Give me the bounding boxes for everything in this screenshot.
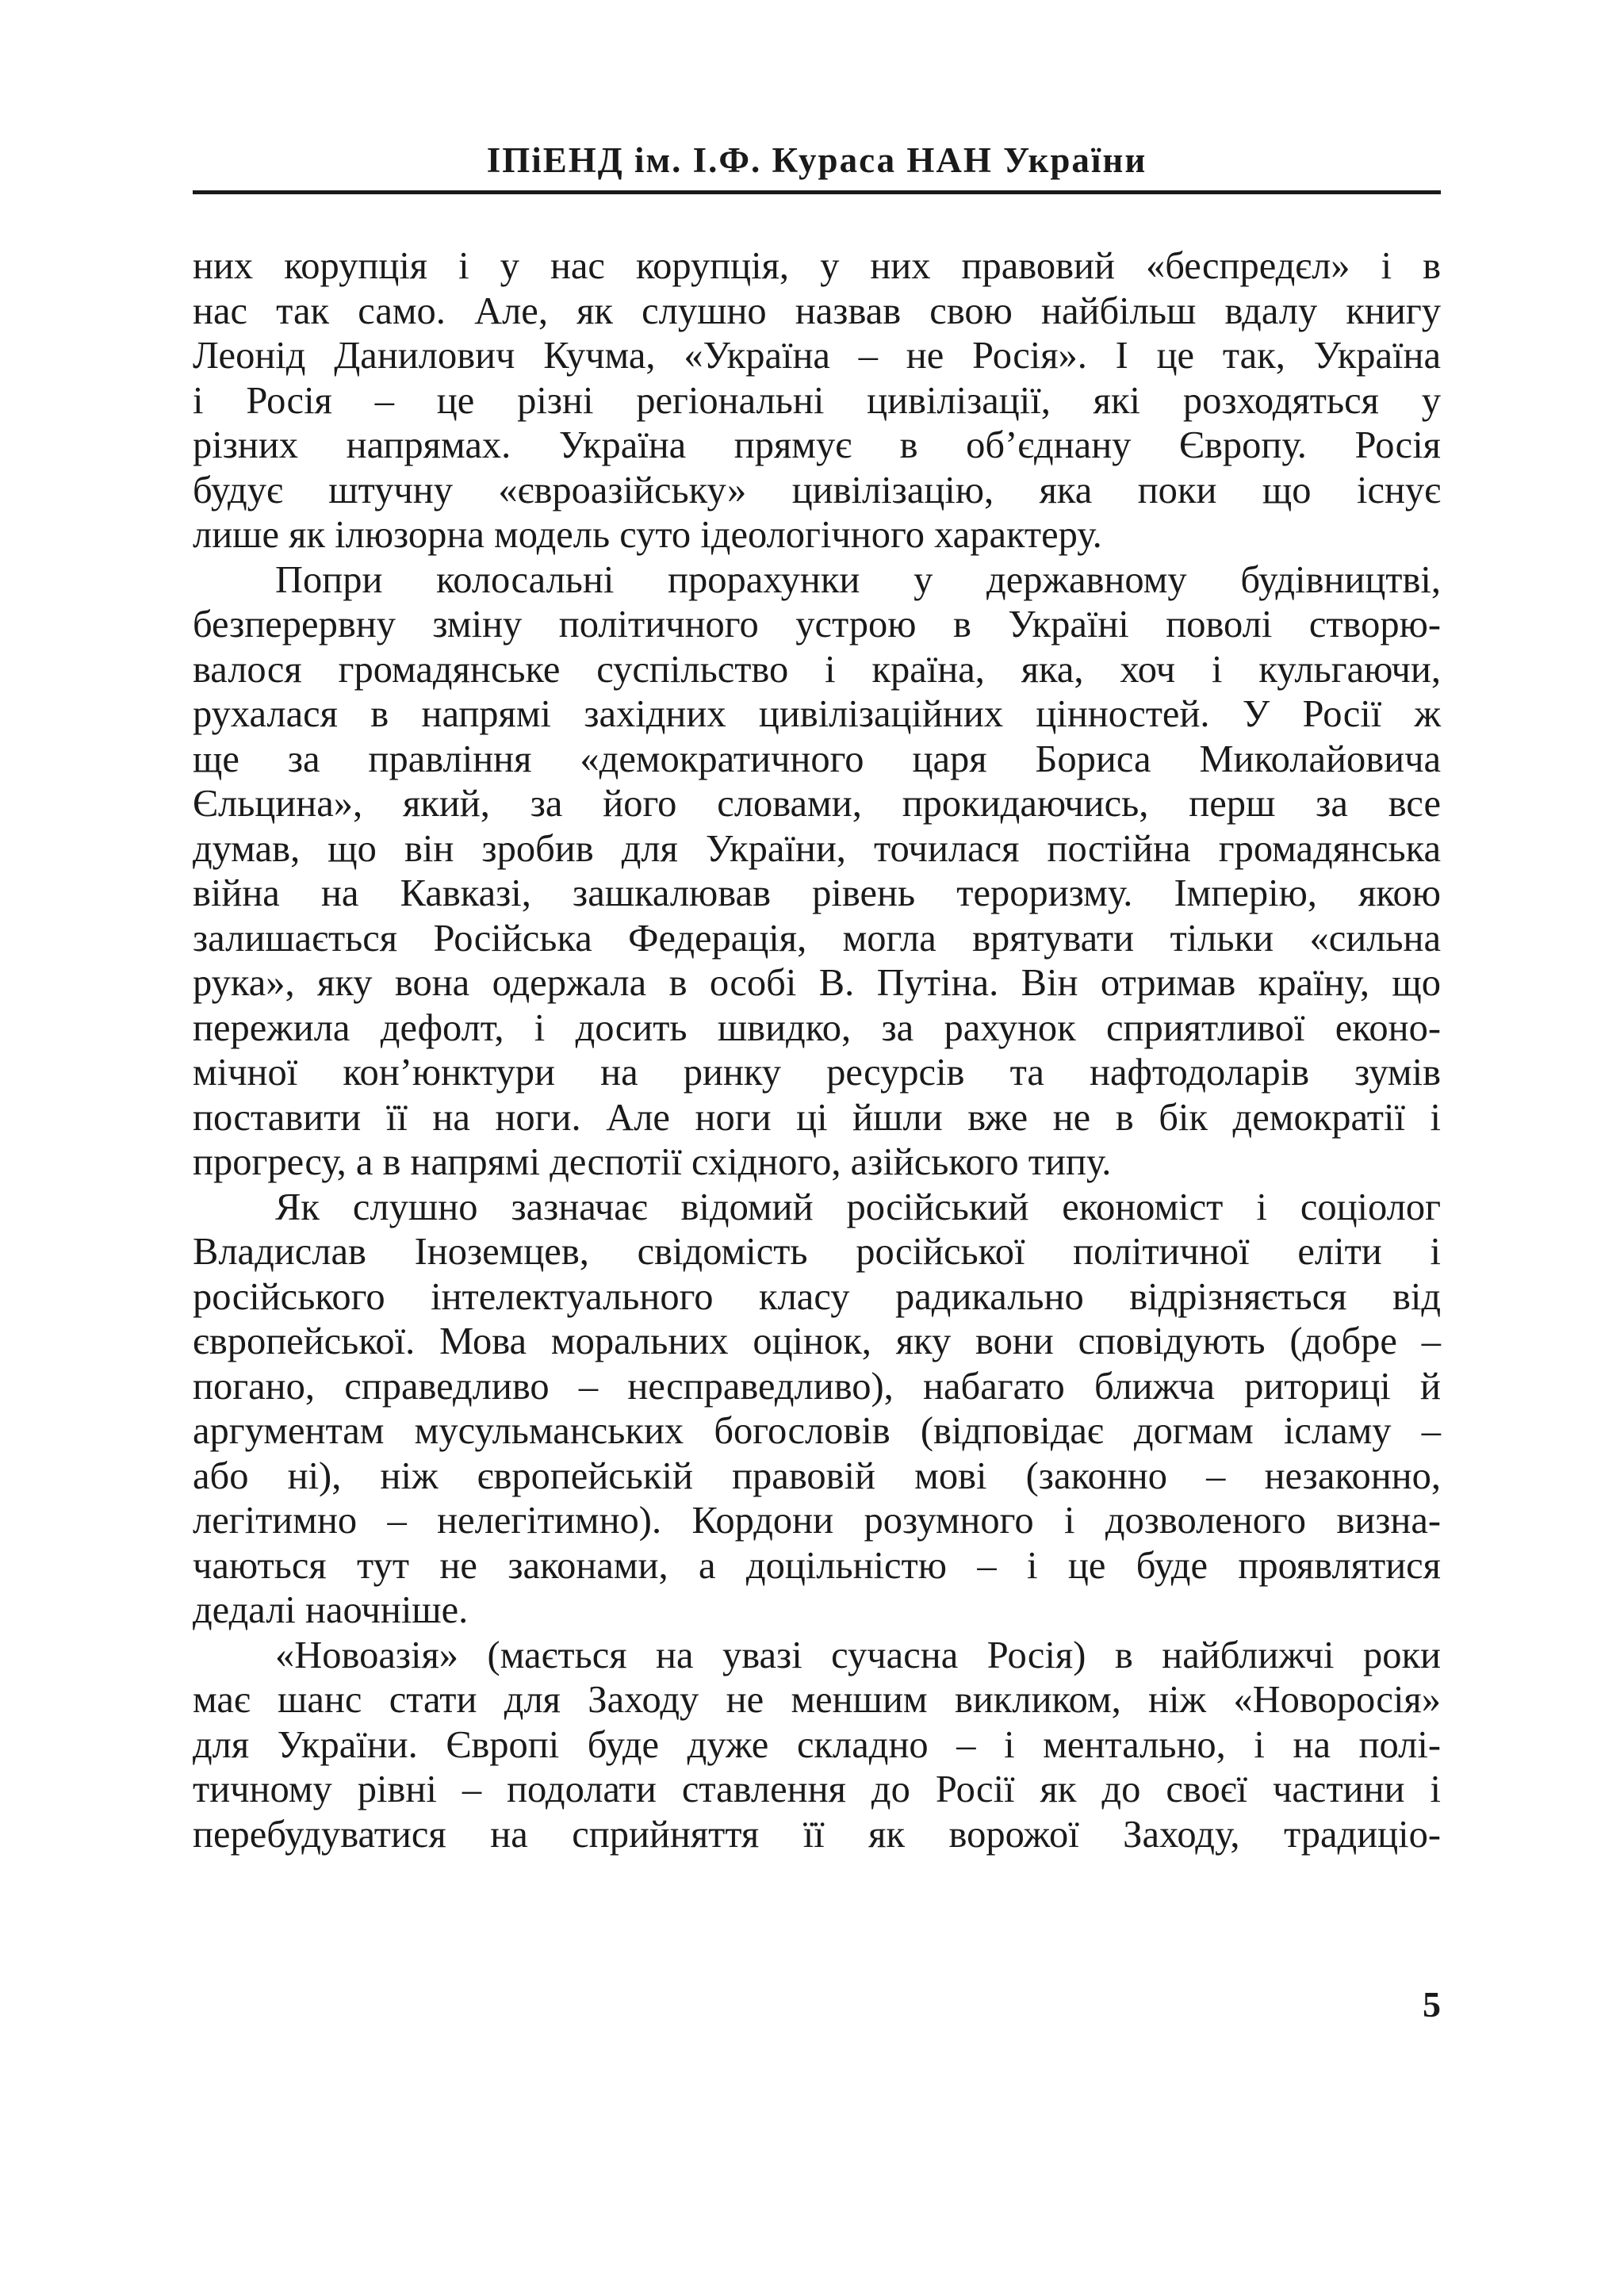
text-line: погано, справедливо – несправедливо), набагато ближча риториці й — [193, 1365, 1441, 1408]
text-line: «Новоазія» (мається на увазі сучасна Росія) в найближчі роки — [275, 1634, 1441, 1676]
text-line: російського інтелектуального класу радикально відрізняється від — [193, 1275, 1441, 1318]
text-line: пережила дефолт, і досить швидко, за рахунок сприятливої еконо- — [193, 1006, 1441, 1049]
text-line: ще за правління «демократичного царя Бориса Миколайовича — [193, 738, 1441, 780]
page-number: 5 — [1423, 1984, 1441, 2025]
text-line: тичному рівні – подолати ставлення до Росії як до своєї частини і — [193, 1768, 1441, 1810]
text-line: чаються тут не законами, а доцільністю – і це буде проявлятися — [193, 1544, 1441, 1587]
text-line: рука», яку вона одержала в особі В. Путіна. Він отримав країну, що — [193, 962, 1441, 1004]
text-line: них корупція і у нас корупція, у них правовий «беспредєл» і в — [193, 245, 1441, 287]
text-line: або ні), ніж європейській правовій мові (законно – незаконно, — [193, 1454, 1441, 1497]
text-line: прогресу, а в напрямі деспотії східного, азійського типу. — [193, 1141, 1112, 1183]
text-line: рухалася в напрямі західних цивілізаційних цінностей. У Росії ж — [193, 693, 1441, 735]
text-line: війна на Кавказі, зашкалював рівень тероризму. Імперію, якою — [193, 872, 1441, 914]
text-line: Єльцина», який, за його словами, прокидаючись, перш за все — [193, 783, 1441, 825]
text-line: безперервну зміну політичного устрою в Україні поволі створю- — [193, 603, 1441, 646]
body-text — [193, 244, 1441, 1857]
paragraph — [193, 558, 1441, 1186]
text-line: і Росія – це різні регіональні цивілізації, які розходяться у — [193, 379, 1441, 422]
text-line: аргументам мусульманських богословів (відповідає догмам ісламу – — [193, 1410, 1441, 1452]
text-line: Леонід Данилович Кучма, «Україна – не Росія». І це так, Україна — [193, 335, 1441, 377]
text-line: лише як ілюзорна модель суто ідеологічного характеру. — [193, 514, 1102, 556]
text-line: мічної кон’юнктури на ринку ресурсів та нафтодоларів зумів — [193, 1052, 1441, 1094]
text-line: має шанс стати для Заходу не меншим викликом, ніж «Новоросія» — [193, 1679, 1441, 1721]
text-line: дедалі наочніше. — [193, 1589, 469, 1631]
text-line: Попри колосальні прорахунки у державному будівництві, — [275, 558, 1441, 601]
text-line: легітимно – нелегітимно). Кордони розумного і дозволеного визна- — [193, 1500, 1441, 1542]
text-line: Владислав Іноземцев, свідомість російської політичної еліти і — [193, 1231, 1441, 1273]
text-line: поставити її на ноги. Але ноги ці йшли вже не в бік демократії і — [193, 1096, 1441, 1139]
paragraph — [193, 1186, 1441, 1634]
header-rule — [193, 190, 1441, 194]
text-line: залишається Російська Федерація, могла врятувати тільки «сильна — [193, 917, 1441, 960]
text-line: валося громадянське суспільство і країна, яка, хоч і кульгаючи, — [193, 648, 1441, 691]
text-line: нас так само. Але, як слушно назвав свою найбільш вдалу книгу — [193, 289, 1441, 332]
text-line: для України. Європі буде дуже складно – і ментально, і на полі- — [193, 1723, 1441, 1766]
paragraph — [193, 1634, 1441, 1858]
text-line: Як слушно зазначає відомий російський економіст і соціолог — [275, 1186, 1441, 1228]
running-header-title: ІПіЕНД ім. І.Ф. Кураса НАН України — [486, 140, 1147, 180]
text-line: думав, що він зробив для України, точилася постійна громадянська — [193, 827, 1441, 870]
paragraph — [193, 244, 1441, 558]
text-line: перебудуватися на сприйняття її як ворожої Заходу, традиціо- — [193, 1813, 1441, 1856]
text-line: будує штучну «євроазійську» цивілізацію, яка поки що існує — [193, 469, 1441, 511]
text-line: різних напрямах. Україна прямує в об’єднану Європу. Росія — [193, 424, 1441, 466]
text-line: європейської. Мова моральних оцінок, яку вони сповідують (добре – — [193, 1320, 1441, 1362]
